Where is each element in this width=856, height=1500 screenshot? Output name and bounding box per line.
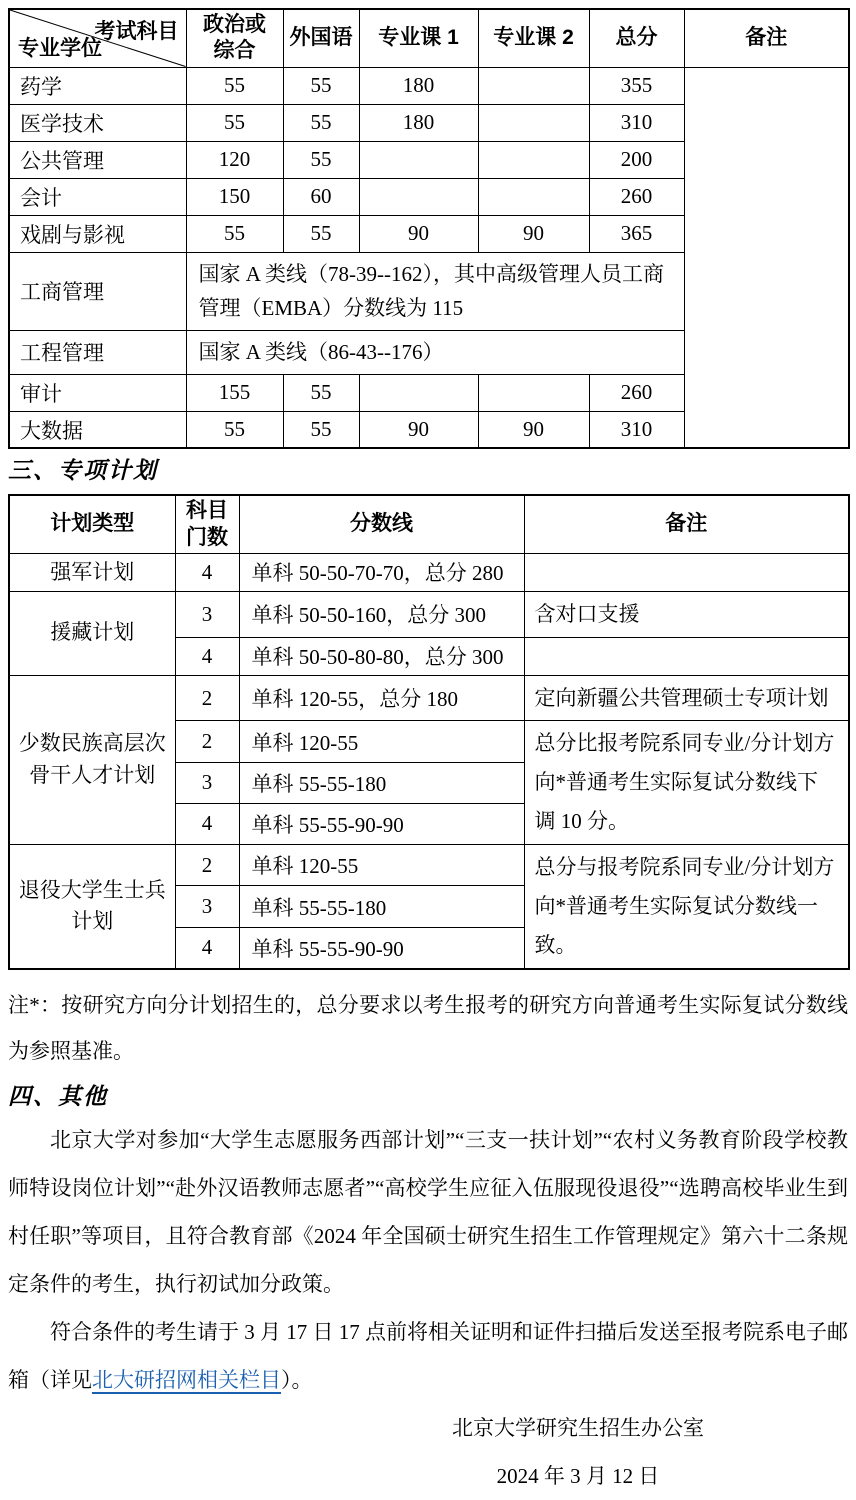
national-line-note: 国家 A 类线（78-39--162），其中高级管理人员工商管理（EMBA）分数线为 115 <box>186 252 684 330</box>
remark-cell <box>524 637 849 675</box>
table-header-row <box>9 9 849 67</box>
row-label: 公共管理 <box>9 141 186 178</box>
score-cell: 155 <box>186 374 283 411</box>
score-line-cell: 单科 120-55 <box>239 845 524 886</box>
row-label: 戏剧与影视 <box>9 215 186 252</box>
subject-count-cell: 4 <box>175 803 239 844</box>
section-title-other: 四、其他 <box>8 1083 108 1109</box>
column-header: 专业课 1 <box>359 9 478 67</box>
score-line-cell: 单科 120-55 <box>239 721 524 762</box>
score-line-cell: 单科 50-50-80-80，总分 300 <box>239 637 524 675</box>
score-line-cell: 单科 55-55-180 <box>239 886 524 927</box>
score-cell: 180 <box>359 104 478 141</box>
plan-type-cell: 援藏计划 <box>9 591 175 675</box>
remark-cell: 定向新疆公共管理硕士专项计划 <box>524 675 849 721</box>
plan-type-cell: 强军计划 <box>9 553 175 591</box>
deadline-text-before-link: 符合条件的考生请于 3 月 17 日 17 点前将相关证明和证件扫描后发送至报考院系电子邮箱（详见 <box>8 1319 848 1392</box>
remark-merged-cell: 总分与报考院系同专业/分计划方向*普通考生实际复试分数线一致。 <box>524 845 849 969</box>
score-line-cell: 单科 120-55，总分 180 <box>239 675 524 721</box>
score-cell: 120 <box>186 141 283 178</box>
plan-type-cell: 少数民族高层次骨干人才计划 <box>9 675 175 844</box>
date-line: 2024 年 3 月 12 日 <box>496 1463 660 1488</box>
score-cell: 55 <box>283 411 359 448</box>
national-line-note: 国家 A 类线（86-43--176） <box>186 330 684 374</box>
deadline-paragraph <box>8 1308 848 1404</box>
remark-merged-cell: 总分比报考院系同专业/分计划方向*普通考生实际复试分数线下调 10 分。 <box>524 721 849 845</box>
column-header: 外国语 <box>283 9 359 67</box>
score-cell: 55 <box>283 67 359 104</box>
subject-count-cell: 3 <box>175 886 239 927</box>
row-label: 大数据 <box>9 411 186 448</box>
row-label: 工程管理 <box>9 330 186 374</box>
score-line-cell: 单科 55-55-90-90 <box>239 803 524 844</box>
column-header: 计划类型 <box>9 495 175 553</box>
score-cell: 55 <box>283 104 359 141</box>
score-cell: 55 <box>283 215 359 252</box>
column-header: 政治或综合 <box>186 9 283 67</box>
score-cell: 90 <box>359 411 478 448</box>
column-header: 专业课 2 <box>478 9 589 67</box>
score-cell: 55 <box>186 104 283 141</box>
table-row <box>9 553 849 591</box>
score-cell: 90 <box>478 411 589 448</box>
score-cell: 150 <box>186 178 283 215</box>
score-cell: 55 <box>186 411 283 448</box>
score-cell: 55 <box>186 67 283 104</box>
score-cell <box>359 178 478 215</box>
score-cell <box>359 141 478 178</box>
score-cell: 260 <box>589 374 684 411</box>
table-row <box>9 675 849 721</box>
score-cell: 365 <box>589 215 684 252</box>
score-cell: 200 <box>589 141 684 178</box>
section-title-special-plans: 三、专项计划 <box>8 458 158 484</box>
remark-cell: 含对口支援 <box>524 591 849 637</box>
signature-block <box>8 1404 848 1500</box>
table-header-row <box>9 495 849 553</box>
subject-count-cell: 4 <box>175 637 239 675</box>
score-cell <box>359 374 478 411</box>
diagonal-header-cell <box>9 9 186 67</box>
score-cell: 90 <box>359 215 478 252</box>
table-row <box>9 845 849 886</box>
row-label: 审计 <box>9 374 186 411</box>
score-cell: 180 <box>359 67 478 104</box>
subject-count-cell: 2 <box>175 675 239 721</box>
subject-count-cell: 3 <box>175 762 239 803</box>
score-cell <box>478 374 589 411</box>
row-label: 会计 <box>9 178 186 215</box>
subject-count-cell: 2 <box>175 721 239 762</box>
corner-label-degree: 专业学位 <box>18 36 102 60</box>
row-label: 药学 <box>9 67 186 104</box>
score-cell: 90 <box>478 215 589 252</box>
score-cell <box>478 67 589 104</box>
special-plan-table <box>8 494 850 969</box>
row-label: 医学技术 <box>9 104 186 141</box>
subject-count-cell: 4 <box>175 553 239 591</box>
subject-count-cell: 3 <box>175 591 239 637</box>
subject-count-cell: 4 <box>175 927 239 968</box>
score-cell: 60 <box>283 178 359 215</box>
policy-paragraph: 北京大学对参加“大学生志愿服务西部计划”“三支一扶计划”“农村义务教育阶段学校教师特设岗位计划”“赴外汉语教师志愿者”“高校学生应征入伍服现役退役”“选聘高校毕业生到村任职”等项目，且符合教育部《2024 年全国硕士研究生招生工作管理规定》第六十二条规定条件的考生，执行初试加分政策。 <box>8 1127 848 1296</box>
score-line-cell: 单科 50-50-160，总分 300 <box>239 591 524 637</box>
grad-admissions-site-link[interactable]: 北大研招网相关栏目 <box>92 1367 281 1392</box>
deadline-text-after-link: ）。 <box>281 1367 313 1392</box>
column-header: 备注 <box>684 9 849 67</box>
score-cell: 310 <box>589 411 684 448</box>
column-header: 分数线 <box>239 495 524 553</box>
table-row <box>9 591 849 637</box>
remark-merged-cell <box>684 67 849 448</box>
subject-count-cell: 2 <box>175 845 239 886</box>
row-label: 工商管理 <box>9 252 186 330</box>
column-header: 备注 <box>524 495 849 553</box>
score-cell: 310 <box>589 104 684 141</box>
score-cell <box>478 104 589 141</box>
table-row <box>9 67 849 104</box>
score-cell: 55 <box>283 374 359 411</box>
score-line-cell: 单科 50-50-70-70，总分 280 <box>239 553 524 591</box>
score-line-cell: 单科 55-55-90-90 <box>239 927 524 968</box>
score-cell: 55 <box>186 215 283 252</box>
plan-type-cell: 退役大学生士兵计划 <box>9 845 175 969</box>
remark-cell <box>524 553 849 591</box>
score-cell: 260 <box>589 178 684 215</box>
score-line-cell: 单科 55-55-180 <box>239 762 524 803</box>
footnote: 注*：按研究方向分计划招生的，总分要求以考生报考的研究方向普通考生实际复试分数线为参照基准。 <box>8 992 848 1063</box>
signature-line: 北京大学研究生招生办公室 <box>452 1415 704 1440</box>
score-cell: 55 <box>283 141 359 178</box>
column-header: 总分 <box>589 9 684 67</box>
score-cell <box>478 141 589 178</box>
column-header: 科目门数 <box>175 495 239 553</box>
professional-degree-score-table <box>8 8 850 449</box>
corner-label-exam-subjects: 考试科目 <box>94 20 179 43</box>
score-cell <box>478 178 589 215</box>
score-cell: 355 <box>589 67 684 104</box>
